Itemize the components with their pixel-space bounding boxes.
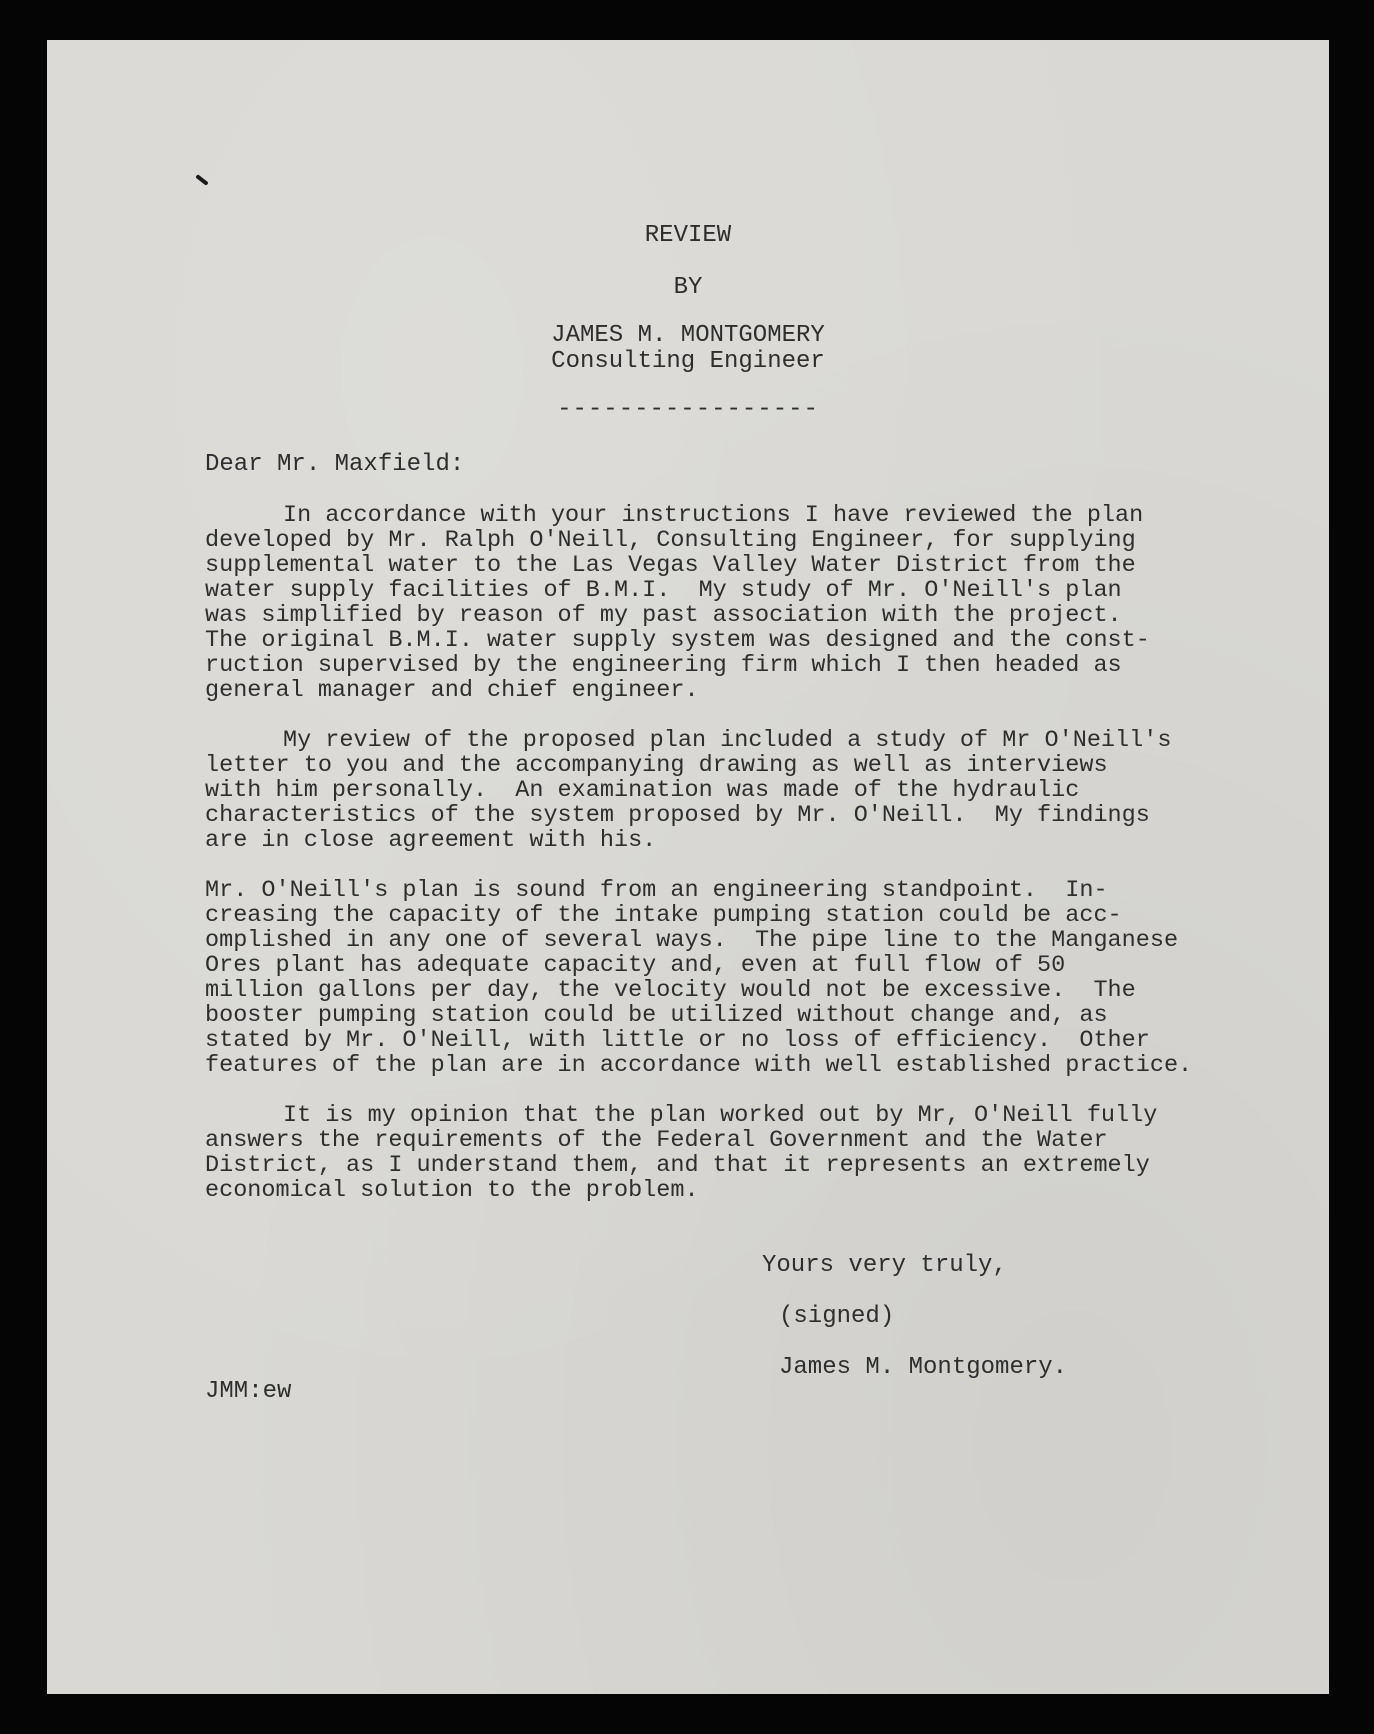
paragraph-line: water supply facilities of B.M.I. My study of Mr. O'Neill's plan bbox=[205, 577, 1122, 604]
ink-mark bbox=[195, 174, 208, 186]
paragraph-line: stated by Mr. O'Neill, with little or no loss of efficiency. Other bbox=[205, 1027, 1150, 1054]
document-page bbox=[47, 40, 1329, 1694]
paragraph-line: District, as I understand them, and that it represents an extremely bbox=[205, 1152, 1150, 1179]
paragraph-line: general manager and chief engineer. bbox=[205, 677, 699, 704]
typist-initials: JMM:ew bbox=[205, 1378, 292, 1405]
paragraph-line: answers the requirements of the Federal Government and the Water bbox=[205, 1127, 1108, 1154]
author-title: Consulting Engineer bbox=[551, 348, 825, 375]
paragraph-3 bbox=[205, 878, 1192, 1078]
paragraph-line: features of the plan are in accordance with well established practice. bbox=[205, 1052, 1193, 1079]
signed-note: (signed) bbox=[779, 1303, 895, 1330]
paragraph-line: economical solution to the problem. bbox=[205, 1177, 699, 1204]
salutation: Dear Mr. Maxfield: bbox=[205, 451, 465, 478]
paragraph-line: omplished in any one of several ways. The pipe line to the Manganese bbox=[205, 927, 1179, 954]
paragraph-line: Mr. O'Neill's plan is sound from an engineering standpoint. In- bbox=[205, 877, 1108, 904]
paragraph-line: developed by Mr. Ralph O'Neill, Consulting Engineer, for supplying bbox=[205, 527, 1136, 554]
paragraph-2 bbox=[205, 728, 1171, 853]
paragraph-line: My review of the proposed plan included a study of Mr O'Neill's bbox=[283, 727, 1172, 754]
paragraph-line: In accordance with your instructions I have reviewed the plan bbox=[283, 502, 1144, 529]
paragraph-line: was simplified by reason of my past association with the project. bbox=[205, 602, 1122, 629]
author-name: JAMES M. MONTGOMERY bbox=[551, 322, 825, 349]
review-title: REVIEW bbox=[644, 222, 732, 249]
paragraph-line: creasing the capacity of the intake pumping station could be acc- bbox=[205, 902, 1122, 929]
paragraph-line: are in close agreement with his. bbox=[205, 827, 657, 854]
paragraph-line: letter to you and the accompanying drawing as well as interviews bbox=[205, 752, 1108, 779]
separator-rule: ----------------- bbox=[557, 396, 819, 423]
paragraph-line: It is my opinion that the plan worked out by Mr, O'Neill fully bbox=[283, 1102, 1158, 1129]
paragraph-line: supplemental water to the Las Vegas Valley Water District from the bbox=[205, 552, 1136, 579]
paragraph-4 bbox=[205, 1103, 1157, 1203]
paragraph-line: ruction supervised by the engineering firm which I then headed as bbox=[205, 652, 1122, 679]
paragraph-line: million gallons per day, the velocity would not be excessive. The bbox=[205, 977, 1136, 1004]
by-line: BY bbox=[673, 274, 703, 301]
paragraph-line: Ores plant has adequate capacity and, even at full flow of 50 bbox=[205, 952, 1066, 979]
signature-name: James M. Montgomery. bbox=[779, 1354, 1068, 1381]
paragraph-line: with him personally. An examination was made of the hydraulic bbox=[205, 777, 1080, 804]
valediction: Yours very truly, bbox=[762, 1252, 1007, 1279]
paragraph-line: The original B.M.I. water supply system was designed and the const- bbox=[205, 627, 1150, 654]
paragraph-line: characteristics of the system proposed by Mr. O'Neill. My findings bbox=[205, 802, 1150, 829]
paragraph-1 bbox=[205, 503, 1150, 703]
paragraph-line: booster pumping station could be utilized without change and, as bbox=[205, 1002, 1108, 1029]
